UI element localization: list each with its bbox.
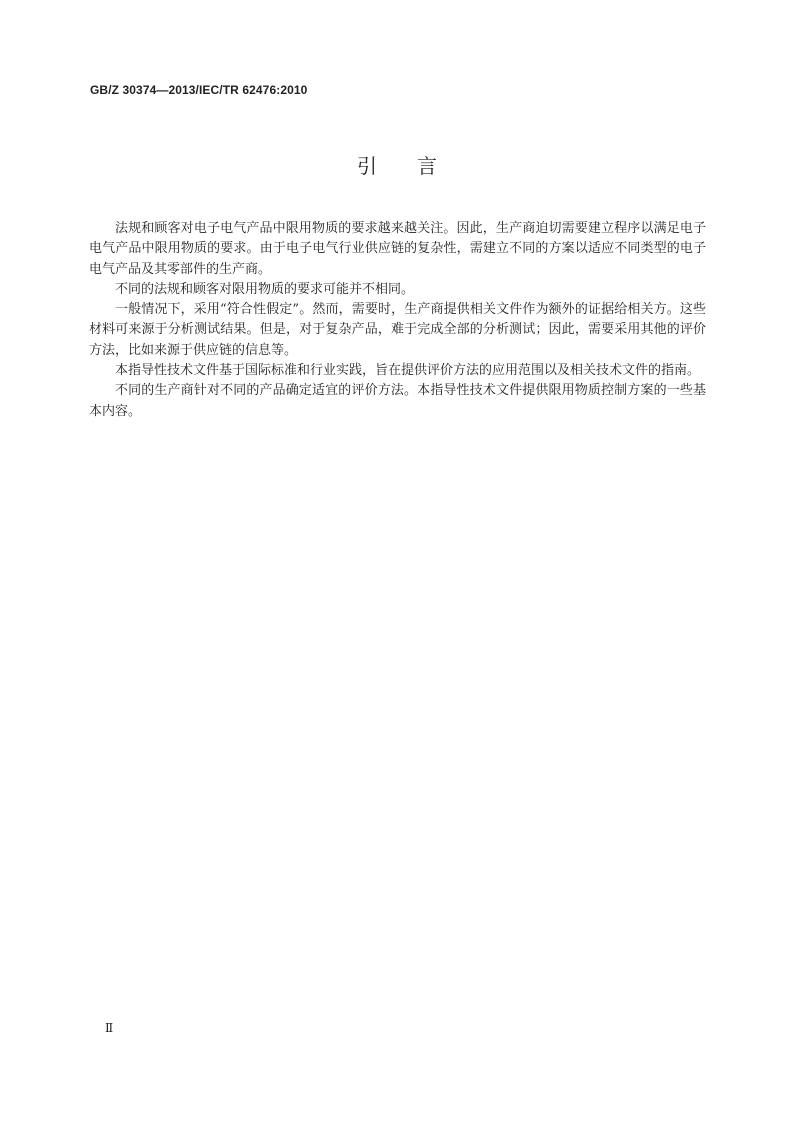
page-number: Ⅱ	[105, 1021, 114, 1035]
introduction-body	[89, 219, 706, 422]
paragraph-2: 不同的法规和顾客对限用物质的要求可能并不相同。	[115, 281, 415, 297]
paragraph-1: 法规和顾客对电子电气产品中限用物质的要求越来越关注。因此，生产商迫切需要建立程序以满足电子电气产品中限用物质的要求。由于电子电气行业供应链的复杂性，需建立不同的方案以适应不同类型的电子电气产品及其零部件的生产商。	[89, 221, 706, 277]
section-title: 引言	[357, 154, 477, 178]
paragraph-3: 一般情况下，采用“符合性假定”。然而，需要时，生产商提供相关文件作为额外的证据给相关方。这些材料可来源于分析测试结果。但是，对于复杂产品，难于完成全部的分析测试；因此，需要采用其他的评价方法，比如来源于供应链的信息等。	[89, 302, 706, 358]
paragraph-4: 本指导性技术文件基于国际标准和行业实践，旨在提供评价方法的应用范围以及相关技术文件的指南。	[115, 363, 701, 379]
standard-number-header: GB/Z 30374—2013/IEC/TR 62476:2010	[90, 83, 308, 97]
paragraph-5: 不同的生产商针对不同的产品确定适宜的评价方法。本指导性技术文件提供限用物质控制方案的一些基本内容。	[89, 383, 706, 419]
